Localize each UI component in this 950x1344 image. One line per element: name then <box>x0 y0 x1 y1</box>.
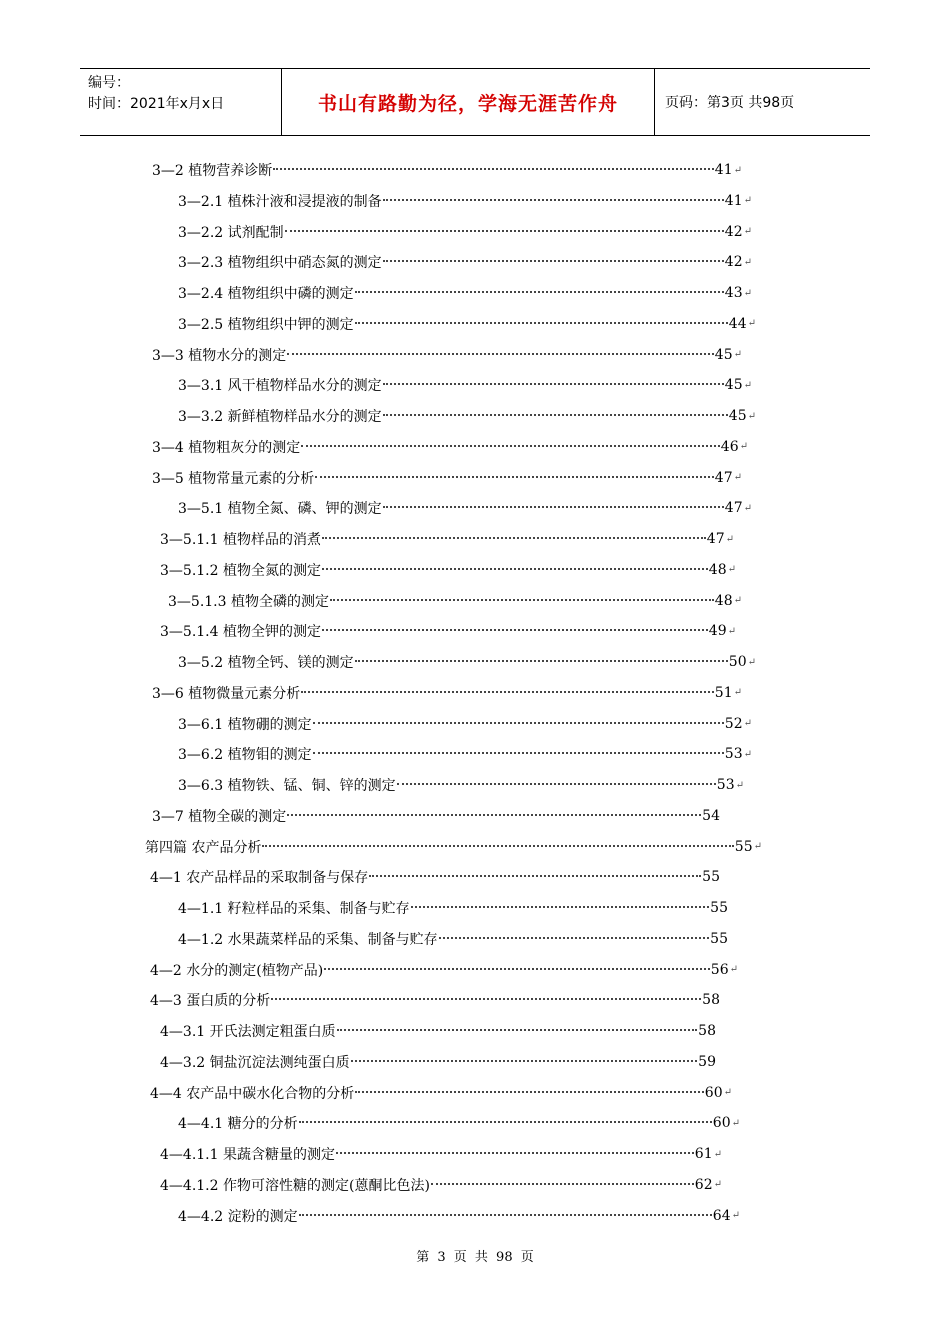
paragraph-mark-icon: ↵ <box>731 1210 740 1221</box>
toc-entry[interactable] <box>152 806 720 826</box>
toc-dot-leader <box>262 845 733 847</box>
toc-dot-leader <box>431 1183 694 1185</box>
toc-entry[interactable] <box>152 160 742 180</box>
toc-entry-title: 3—6.1 植物硼的测定 <box>178 716 312 733</box>
toc-entry-title: 4—3 蛋白质的分析 <box>150 993 271 1010</box>
toc-entry[interactable] <box>178 775 744 795</box>
toc-dot-leader <box>322 568 708 570</box>
toc-entry-page: 47 <box>714 469 733 486</box>
paragraph-mark-icon: ↵ <box>729 964 738 975</box>
toc-entry[interactable] <box>178 898 728 918</box>
page-header <box>80 68 870 136</box>
toc-entry-title: 3—2 植物营养诊断 <box>152 163 273 179</box>
paragraph-mark-icon: ↵ <box>747 318 756 330</box>
toc-entry-page: 64 <box>712 1207 731 1224</box>
toc-entry[interactable] <box>178 744 752 764</box>
toc-entry-title: 4—1 农产品样品的采取制备与保存 <box>150 870 369 887</box>
paragraph-mark-icon: ↵ <box>733 164 742 176</box>
toc-entry-page: 61 <box>694 1146 713 1162</box>
toc-entry-title: 3—5.1.3 植物全磷的测定 <box>168 593 329 610</box>
toc-entry-title: 第四篇 农产品分析 <box>145 839 262 856</box>
toc-dot-leader <box>355 660 728 662</box>
toc-entry[interactable] <box>145 837 762 857</box>
paragraph-mark-icon: ↵ <box>747 656 756 668</box>
toc-dot-leader <box>322 537 706 539</box>
toc-entry[interactable] <box>178 191 752 211</box>
toc-entry-page: 60 <box>704 1084 723 1101</box>
paragraph-mark-icon: ↵ <box>723 1087 732 1098</box>
toc-entry[interactable] <box>178 498 752 518</box>
toc-entry-page: 59 <box>698 1053 716 1070</box>
toc-dot-leader <box>369 875 701 877</box>
paragraph-mark-icon: ↵ <box>747 410 756 422</box>
toc-dot-leader <box>273 168 714 170</box>
toc-entry[interactable] <box>178 652 756 672</box>
toc-entry-title: 3—6.3 植物铁、锰、铜、锌的测定 <box>178 778 396 794</box>
toc-entry-title: 4—2 水分的测定(植物产品) <box>150 962 324 979</box>
toc-entry-title: 3—5.1.4 植物全钾的测定 <box>160 624 321 641</box>
toc-entry-page: 50 <box>728 654 747 670</box>
paragraph-mark-icon: ↵ <box>733 472 742 483</box>
paragraph-mark-icon: ↵ <box>739 441 748 453</box>
toc-entry-page: 42 <box>724 223 743 240</box>
toc-dot-leader <box>322 629 708 631</box>
toc-entry[interactable] <box>178 375 752 395</box>
toc-dot-leader <box>383 383 724 385</box>
toc-entry-page: 41 <box>724 192 743 209</box>
toc-entry-page: 48 <box>708 561 727 578</box>
paragraph-mark-icon: ↵ <box>735 779 744 791</box>
toc-dot-leader <box>337 1029 698 1031</box>
toc-dot-leader <box>411 906 710 908</box>
toc-entry-page: 54 <box>702 807 720 824</box>
paragraph-mark-icon: ↵ <box>743 256 752 268</box>
paragraph-mark-icon: ↵ <box>733 595 742 606</box>
paragraph-mark-icon: ↵ <box>743 195 752 207</box>
toc-dot-leader <box>271 998 701 1000</box>
toc-entry-page: 46 <box>720 438 739 455</box>
toc-dot-leader <box>383 199 724 201</box>
toc-entry-title: 4—1.2 水果蔬菜样品的采集、制备与贮存 <box>178 931 438 948</box>
paragraph-mark-icon: ↵ <box>727 625 736 637</box>
toc-entry-page: 49 <box>708 623 727 640</box>
paragraph-mark-icon: ↵ <box>733 687 742 699</box>
toc-entry[interactable] <box>160 1052 716 1072</box>
toc-entry-title: 3—5 植物常量元素的分析 <box>152 470 315 487</box>
paragraph-mark-icon: ↵ <box>743 718 752 729</box>
toc-entry-title: 3—2.2 试剂配制 <box>178 224 284 241</box>
toc-dot-leader <box>355 1091 704 1093</box>
toc-dot-leader <box>285 230 724 232</box>
toc-entry-title: 4—1.1 籽粒样品的采集、制备与贮存 <box>178 901 410 917</box>
toc-entry[interactable] <box>178 222 752 242</box>
toc-dot-leader <box>301 691 714 693</box>
toc-entry-title: 3—2.5 植物组织中钾的测定 <box>178 316 354 333</box>
toc-entry[interactable] <box>160 621 736 641</box>
toc-entry-page: 52 <box>724 715 743 732</box>
toc-dot-leader <box>299 1214 712 1216</box>
toc-entry-page: 45 <box>724 377 743 394</box>
paragraph-mark-icon: ↵ <box>753 841 762 852</box>
toc-entry-page: 55 <box>710 930 728 947</box>
toc-dot-leader <box>383 506 724 508</box>
doc-date: 时间：2021年x月x日 <box>88 96 225 112</box>
toc-entry-page: 53 <box>716 777 735 793</box>
toc-entry[interactable] <box>178 1113 740 1133</box>
header-motto: 书山有路勤为径，学海无涯苦作舟 <box>317 92 618 115</box>
toc-dot-leader <box>313 752 724 754</box>
toc-entry-title: 3—5.2 植物全钙、镁的测定 <box>178 655 354 671</box>
toc-entry-title: 4—4 农产品中碳水化合物的分析 <box>150 1085 355 1102</box>
paragraph-mark-icon: ↵ <box>713 1179 722 1191</box>
toc-entry[interactable] <box>150 990 720 1010</box>
toc-dot-leader <box>355 322 728 324</box>
doc-number-label: 编号： <box>88 75 130 91</box>
toc-entry-page: 58 <box>702 992 720 1009</box>
toc-entry-page: 58 <box>698 1023 716 1039</box>
toc-entry[interactable] <box>160 560 736 580</box>
toc-dot-leader <box>330 599 714 601</box>
toc-entry-title: 4—4.1.2 作物可溶性糖的测定(蒽酮比色法) <box>160 1177 430 1194</box>
toc-entry[interactable] <box>152 437 748 457</box>
toc-entry[interactable] <box>178 406 756 426</box>
toc-dot-leader <box>287 814 701 816</box>
toc-entry-title: 3—4 植物粗灰分的测定 <box>152 439 301 456</box>
toc-entry-page: 56 <box>710 961 729 978</box>
toc-entry[interactable] <box>152 345 742 365</box>
toc-entry-page: 45 <box>714 346 733 363</box>
toc-entry[interactable] <box>178 283 752 303</box>
toc-dot-leader <box>383 414 728 416</box>
toc-entry[interactable] <box>178 314 756 334</box>
toc-dot-leader <box>313 722 724 724</box>
toc-entry[interactable] <box>178 252 752 272</box>
paragraph-mark-icon: ↵ <box>743 287 752 299</box>
paragraph-mark-icon: ↵ <box>733 349 742 360</box>
paragraph-mark-icon: ↵ <box>743 379 752 391</box>
header-page-info-cell <box>655 69 870 135</box>
toc-entry[interactable] <box>150 867 720 887</box>
toc-dot-leader <box>287 353 714 355</box>
toc-entry-page: 45 <box>728 408 747 424</box>
toc-entry-page: 55 <box>734 838 753 855</box>
toc-entry-page: 51 <box>714 684 733 701</box>
toc-entry-title: 3—5.1 植物全氮、磷、钾的测定 <box>178 501 382 518</box>
paragraph-mark-icon: ↵ <box>727 564 736 576</box>
toc-dot-leader <box>336 1152 694 1154</box>
toc-entry-page: 47 <box>724 500 743 517</box>
page-footer: 第 3 页 共 98 页 <box>416 1250 534 1265</box>
toc-entry-title: 3—2.1 植株汁液和浸提液的制备 <box>178 193 382 210</box>
toc-entry-title: 4—3.2 铜盐沉淀法测纯蛋白质 <box>160 1054 350 1071</box>
toc-dot-leader <box>315 476 714 478</box>
toc-entry-title: 3—5.1.1 植物样品的消煮 <box>160 532 321 548</box>
toc-entry-title: 4—3.1 开氏法测定粗蛋白质 <box>160 1024 336 1040</box>
paragraph-mark-icon: ↵ <box>713 1148 722 1160</box>
toc-entry[interactable] <box>152 683 742 703</box>
paragraph-mark-icon: ↵ <box>743 226 752 237</box>
toc-dot-leader <box>355 291 724 293</box>
toc-entry-page: 43 <box>724 285 743 301</box>
toc-dot-leader <box>301 445 720 447</box>
toc-entry[interactable] <box>160 1144 722 1164</box>
toc-entry[interactable] <box>150 960 738 980</box>
header-meta <box>80 69 282 135</box>
toc-entry-page: 62 <box>694 1176 713 1193</box>
paragraph-mark-icon: ↵ <box>731 1117 740 1129</box>
toc-entry[interactable] <box>168 591 742 611</box>
toc-entry-page: 44 <box>728 315 747 332</box>
toc-entry-page: 42 <box>724 254 743 271</box>
toc-entry-page: 47 <box>706 531 725 547</box>
toc-entry[interactable] <box>152 468 742 488</box>
toc-entry[interactable] <box>160 1021 716 1041</box>
toc-entry[interactable] <box>178 1206 740 1226</box>
toc-entry-title: 3—6.2 植物钼的测定 <box>178 747 312 764</box>
toc-entry-page: 48 <box>714 592 733 609</box>
toc-entry-page: 55 <box>710 900 728 916</box>
toc-entry-title: 4—4.2 淀粉的测定 <box>178 1208 298 1225</box>
toc-entry-title: 3—2.4 植物组织中磷的测定 <box>178 286 354 302</box>
paragraph-mark-icon: ↵ <box>725 533 734 545</box>
toc-entry-title: 3—5.1.2 植物全氮的测定 <box>160 562 321 579</box>
toc-entry-page: 41 <box>714 162 733 178</box>
toc-entry-title: 3—2.3 植物组织中硝态氮的测定 <box>178 255 382 272</box>
paragraph-mark-icon: ↵ <box>743 502 752 514</box>
header-page-info: 页码：第3页 共98页 <box>665 95 795 111</box>
toc-dot-leader <box>439 937 710 939</box>
toc-entry-title: 3—3.2 新鲜植物样品水分的测定 <box>178 409 382 425</box>
toc-entry[interactable] <box>160 529 734 549</box>
toc-dot-leader <box>351 1060 698 1062</box>
toc-entry-title: 4—4.1 糖分的分析 <box>178 1116 298 1133</box>
toc-dot-leader <box>397 783 716 785</box>
toc-entry-title: 4—4.1.1 果蔬含糖量的测定 <box>160 1147 335 1163</box>
toc-dot-leader <box>299 1121 712 1123</box>
toc-entry[interactable] <box>178 714 752 734</box>
toc-entry[interactable] <box>160 1175 722 1195</box>
toc-entry-page: 53 <box>724 746 743 763</box>
toc-entry[interactable] <box>178 929 728 949</box>
toc-entry-page: 55 <box>702 869 720 886</box>
toc-entry-title: 3—3 植物水分的测定 <box>152 347 287 364</box>
toc-entry[interactable] <box>150 1083 732 1103</box>
toc-entry-title: 3—6 植物微量元素分析 <box>152 685 301 702</box>
header-motto-cell <box>282 69 655 135</box>
paragraph-mark-icon: ↵ <box>743 748 752 760</box>
toc-entry-title: 3—3.1 风干植物样品水分的测定 <box>178 378 382 395</box>
toc-entry-page: 60 <box>712 1115 731 1132</box>
toc-entry-title: 3—7 植物全碳的测定 <box>152 808 287 825</box>
toc-dot-leader <box>324 968 710 970</box>
toc-dot-leader <box>383 260 724 262</box>
